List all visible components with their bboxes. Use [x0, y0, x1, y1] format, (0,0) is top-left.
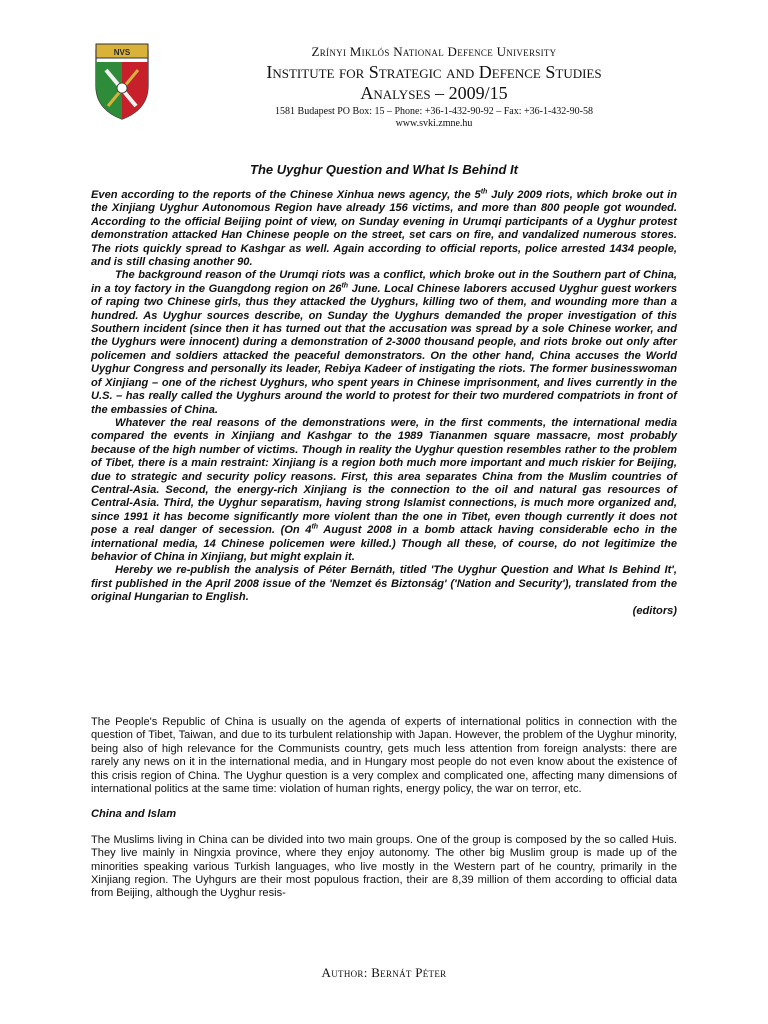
intro-paragraph-3: Whatever the real reasons of the demonstrations were, in the first comments, the international media compared the events in Xinjiang and Kashgar to the 1989 Tiananmen square massacre, most probably because of the high number of victims. Though in reality the Uyghur question resembles rather to the problem of Tibet, there is a main restraint: Xinjiang is a region both much more important and much riskier for Beijing, due to strategic and security policy reasons. First, this area separates China from the Muslim countries of Central-Asia. Second, the energy-rich Xinjiang is the connection to the oil and natural gas resources of Central-Asia. Third, the Uyghur separatism, having strong Islamist connections, is much more organized and, since 1991 it has become significantly more violent than the one in Tibet, even though currently it does not pose a real danger of secession. (On 4th August 2008 in a bomb attack having considerable echo in the international media, 14 Chinese policemen were killed.) Though all these, of course, do not legitimize the behavior of China in Xinjiang, but might explain it.	[91, 416, 678, 563]
contact-address: 1581 Budapest PO Box: 15 – Phone: +36-1-432-90-92 – Fax: +36-1-432-90-58	[275, 106, 593, 117]
website-link[interactable]: www.svki.zmne.hu	[395, 118, 473, 129]
series-number: Analyses – 2009/15	[360, 83, 508, 103]
letterhead	[160, 40, 708, 130]
intro-paragraph-2: The background reason of the Urumqi riots was a conflict, which broke out in the Southern part of China, in a toy factory in the Guangdong region on 26th June. Local Chinese laborers accused Uyghur guest workers of raping two Chinese girls, thus they attacked the Uyghurs, killing two of them, and wounding more than a hundred. As Uyghur sources describe, on Sunday the Uyghurs demanded the proper investigation of this Southern incident (since then it has turned out that the accusation was spread by a sole Chinese worker, and the Uyghurs were innocent) during a demonstration of 2-3000 thousand people, and riots broke out only after policemen and soldiers attacked the peaceful demonstrators. On the other hand, China accuses the World Uyghur Congress and personally its leader, Rebiya Kadeer of instigating the riots. The former businesswoman of Xinjiang – one of the richest Uyghurs, who spent years in Chinese imprisonment, and lives currently in the U.S. – has really called the Uyghurs around the world to protest for their two murdered compatriots in front of the embassies of China.	[91, 269, 677, 416]
author-footer: Author: Bernát Péter	[321, 965, 447, 980]
section-heading-china-and-islam: China and Islam	[91, 808, 177, 821]
university-name: Zrínyi Miklós National Defence University	[311, 44, 557, 59]
logo-lettering: NVS	[113, 48, 131, 57]
editors-signature: (editors)	[632, 604, 677, 617]
body-paragraph-2: The Muslims living in China can be divided into two main groups. One of the group is composed by the so called Huis. They live mainly in Ningxia province, where they enjoy autonomy. The other big Muslim group is made up of the minorities speaking various Turkish languages, who live mostly in the Western part of he country, primarily in the Xinjiang region. The Uyhgurs are their most populous fraction, their are 8,39 million of them according to official data from Beijing, although the Uyghur resis-	[91, 833, 677, 900]
editorial-intro	[91, 189, 677, 618]
university-crest-logo	[92, 40, 152, 120]
intro-paragraph-4: Hereby we re-publish the analysis of Péter Bernáth, titled 'The Uyghur Question and What Is Behind It', first published in the April 2008 issue of the 'Nemzet és Biztonság' ('Nation and Security'), translated from the original Hungarian to English.	[91, 564, 677, 604]
body-paragraph-1: The People's Republic of China is usually on the agenda of experts of international politics in connection with the question of Tibet, Taiwan, and due to its turbulent relationship with Japan. However, the problem of the Uyghur minority, being also of high relevance for the Communists country, gets much less attention from foreign analysts: there are rarely any news on it in the international media, and in Hungary most people do not even know about the existence of this crisis region of China. The Uyghur question is a very complex and complicated one, affecting many dimensions of international politics at the same time: violation of human rights, energy policy, the war on terror, etc.	[91, 716, 677, 796]
institute-name: Institute for Strategic and Defence Studies	[266, 62, 602, 82]
article-title: The Uyghur Question and What Is Behind It	[250, 162, 518, 177]
article-body	[91, 716, 677, 901]
intro-paragraph-1: Even according to the reports of the Chinese Xinhua news agency, the 5th July 2009 riots, which broke out in the Xinjiang Uyghur Autonomous Region have already 156 victims, and more than 800 people got wounded. According to the official Beijing point of view, on Sunday evening in Urumqi participants of a Uyghur protest demonstration attacked Han Chinese people on the street, set cars on fire, and vandalized numerous stores. The riots quickly spread to Kashgar as well. Again according to official reports, police arrested 1434 people, and is still chasing another 90.	[91, 188, 677, 269]
